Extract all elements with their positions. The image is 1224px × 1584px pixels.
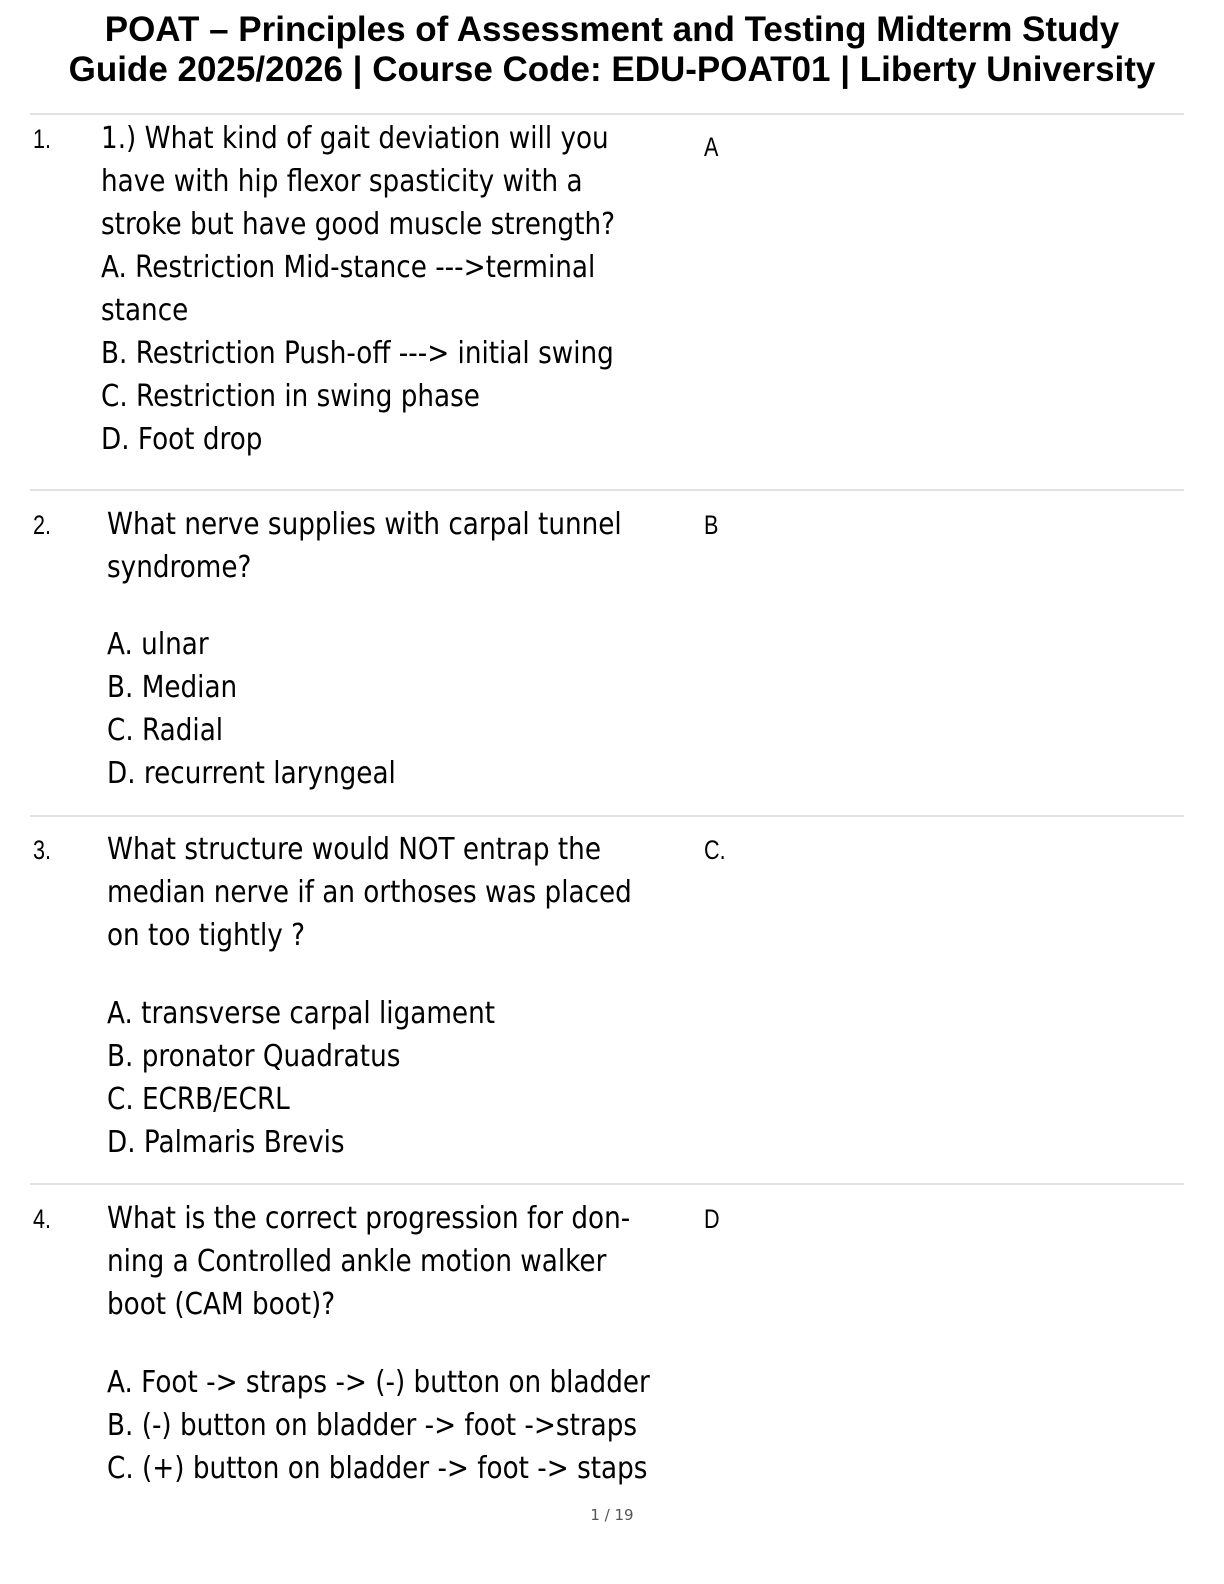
question-line: syndrome?: [107, 550, 252, 585]
question-line: B. pronator Quadratus: [107, 1039, 401, 1074]
document-title: [0, 10, 1224, 90]
divider: [30, 113, 1184, 115]
answer-label: A: [704, 132, 719, 162]
title-line: POAT – Principles of Assessment and Testing Midterm Study: [104, 10, 1120, 49]
question-line: What structure would NOT entrap the: [107, 832, 601, 867]
question-line: 1.) What kind of gait deviation will you: [101, 121, 609, 156]
question-line: D. recurrent laryngeal: [107, 756, 396, 791]
question-line: C. ECRB/ECRL: [107, 1082, 290, 1117]
divider: [30, 489, 1184, 491]
question-line: A. Restriction Mid-stance --->terminal: [101, 250, 596, 285]
title-line: Guide 2025/2026 | Course Code: EDU-POAT01 | Liberty University: [68, 50, 1156, 89]
question-number: 3.: [33, 835, 52, 865]
question-line: stance: [101, 293, 189, 328]
question-line: C. Restriction in swing phase: [101, 379, 480, 414]
question-number: 4.: [33, 1204, 52, 1234]
question-line: A. Foot -> straps -> (-) button on bladder: [107, 1365, 650, 1400]
question-line: A. ulnar: [107, 627, 209, 662]
question-line: D. Foot drop: [101, 422, 263, 457]
question-line: What is the correct progression for don-: [107, 1201, 631, 1236]
answer-label: D: [704, 1204, 720, 1234]
question-line: have with hip flexor spasticity with a: [101, 164, 583, 199]
question-number: 1.: [33, 124, 52, 154]
divider: [30, 1183, 1184, 1185]
question-line: median nerve if an orthoses was placed: [107, 875, 632, 910]
question-line: on too tightly ?: [107, 918, 306, 953]
question-line: B. Restriction Push-off ---> initial swing: [101, 336, 614, 371]
question-line: stroke but have good muscle strength?: [101, 207, 616, 242]
divider: [30, 815, 1184, 817]
question-number: 2.: [33, 510, 52, 540]
question-line: C. (+) button on bladder -> foot -> staps: [107, 1451, 648, 1486]
answer-label: B: [704, 510, 719, 540]
question-line: C. Radial: [107, 713, 224, 748]
question-line: B. Median: [107, 670, 238, 705]
question-line: ning a Controlled ankle motion walker: [107, 1244, 607, 1279]
question-line: B. (-) button on bladder -> foot ->straps: [107, 1408, 638, 1443]
page-indicator: 1 / 19: [590, 1506, 634, 1524]
question-line: boot (CAM boot)?: [107, 1287, 336, 1322]
question-line: D. Palmaris Brevis: [107, 1125, 345, 1160]
question-line: What nerve supplies with carpal tunnel: [107, 507, 622, 542]
question-line: A. transverse carpal ligament: [107, 996, 496, 1031]
answer-label: C.: [704, 835, 726, 865]
